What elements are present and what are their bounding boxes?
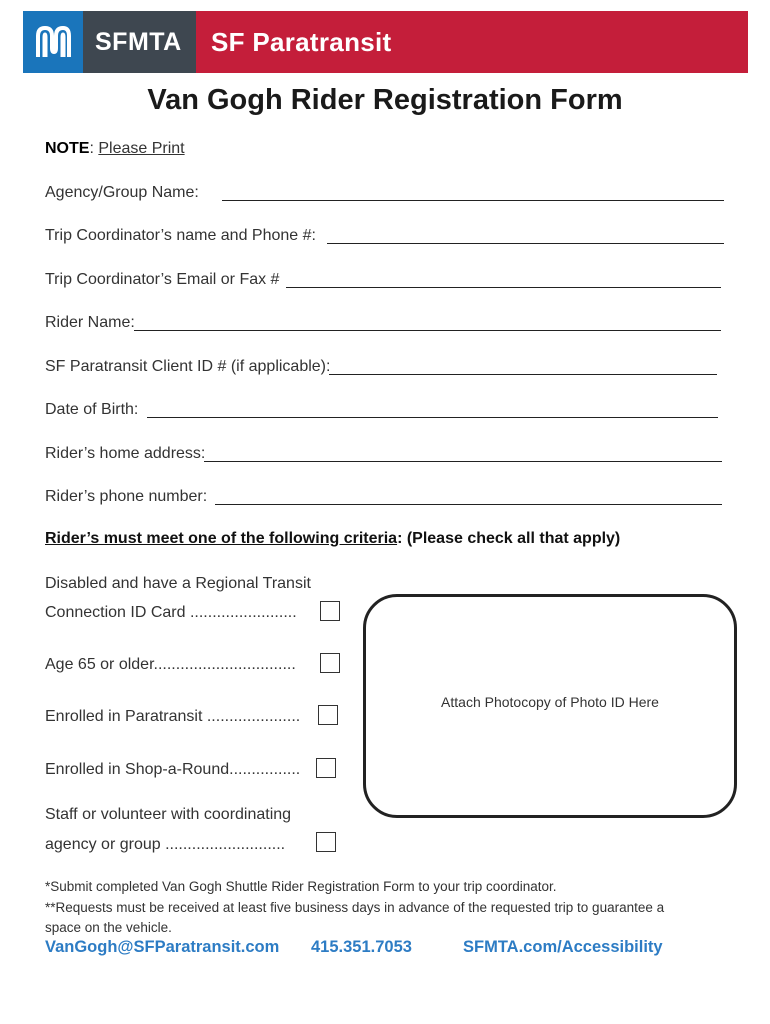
criteria-item-age: Age 65 or older................................ xyxy=(45,656,296,673)
photo-id-box xyxy=(363,594,737,818)
dob-input[interactable] xyxy=(147,417,718,418)
field-label-client-id: SF Paratransit Client ID # (if applicable): xyxy=(45,358,331,375)
age-65-checkbox[interactable] xyxy=(320,653,340,673)
photo-id-label: Attach Photocopy of Photo ID Here xyxy=(441,694,659,710)
contact-email-link[interactable]: VanGogh@SFParatransit.com xyxy=(45,938,280,956)
regional-transit-checkbox[interactable] xyxy=(320,601,340,621)
criteria-item-paratransit: Enrolled in Paratransit ..................... xyxy=(45,708,301,725)
paratransit-checkbox[interactable] xyxy=(318,705,338,725)
criteria-heading xyxy=(45,530,620,548)
coordinator-phone-input[interactable] xyxy=(327,243,724,244)
field-label-dob: Date of Birth: xyxy=(45,401,139,418)
program-name: SF Paratransit xyxy=(211,26,392,57)
criteria-item-staff-line2: agency or group ........................... xyxy=(45,836,286,853)
note-line: NOTE: Please Print xyxy=(45,140,185,157)
coordinator-email-input[interactable] xyxy=(286,287,721,288)
rider-name-input[interactable] xyxy=(134,330,721,331)
rider-phone-input[interactable] xyxy=(215,504,722,505)
client-id-input[interactable] xyxy=(329,374,717,375)
sfmta-worm-icon xyxy=(33,22,73,62)
criteria-item-shop-a-round: Enrolled in Shop-a-Round................ xyxy=(45,761,301,778)
agency-block xyxy=(83,11,196,73)
criteria-item-regional-line1: Disabled and have a Regional Transit xyxy=(45,575,311,592)
note-text: Please Print xyxy=(98,140,185,157)
note-label: NOTE xyxy=(45,140,90,157)
sfmta-logo-mark xyxy=(23,11,83,73)
form-title: Van Gogh Rider Registration Form xyxy=(147,84,623,116)
field-label-agency: Agency/Group Name: xyxy=(45,184,199,201)
contact-website-link[interactable]: SFMTA.com/Accessibility xyxy=(463,938,663,956)
footnote-requests: **Requests must be received at least five business days in advance of the requested trip to guarantee a xyxy=(45,900,665,915)
contact-phone[interactable]: 415.351.7053 xyxy=(311,938,412,956)
field-label-coordinator-phone: Trip Coordinator’s name and Phone #: xyxy=(45,227,316,244)
staff-volunteer-checkbox[interactable] xyxy=(316,832,336,852)
field-label-rider-name: Rider Name: xyxy=(45,314,135,331)
agency-name: SFMTA xyxy=(95,27,182,56)
program-block xyxy=(196,11,748,73)
home-address-input[interactable] xyxy=(204,461,722,462)
field-label-phone: Rider’s phone number: xyxy=(45,488,208,505)
field-label-coordinator-email: Trip Coordinator’s Email or Fax # xyxy=(45,271,280,288)
shop-a-round-checkbox[interactable] xyxy=(316,758,336,778)
agency-name-input[interactable] xyxy=(222,200,724,201)
criteria-heading-text: Rider’s must meet one of the following criteria xyxy=(45,530,398,547)
criteria-instruction: : (Please check all that apply) xyxy=(397,530,621,547)
header-banner xyxy=(23,11,748,73)
footnote-requests-cont: space on the vehicle. xyxy=(45,920,172,935)
field-label-home-address: Rider’s home address: xyxy=(45,445,206,462)
footnote-submit: *Submit completed Van Gogh Shuttle Rider Registration Form to your trip coordinator. xyxy=(45,879,557,894)
criteria-item-regional-line2: Connection ID Card ........................ xyxy=(45,604,297,621)
criteria-item-staff-line1: Staff or volunteer with coordinating xyxy=(45,806,292,823)
